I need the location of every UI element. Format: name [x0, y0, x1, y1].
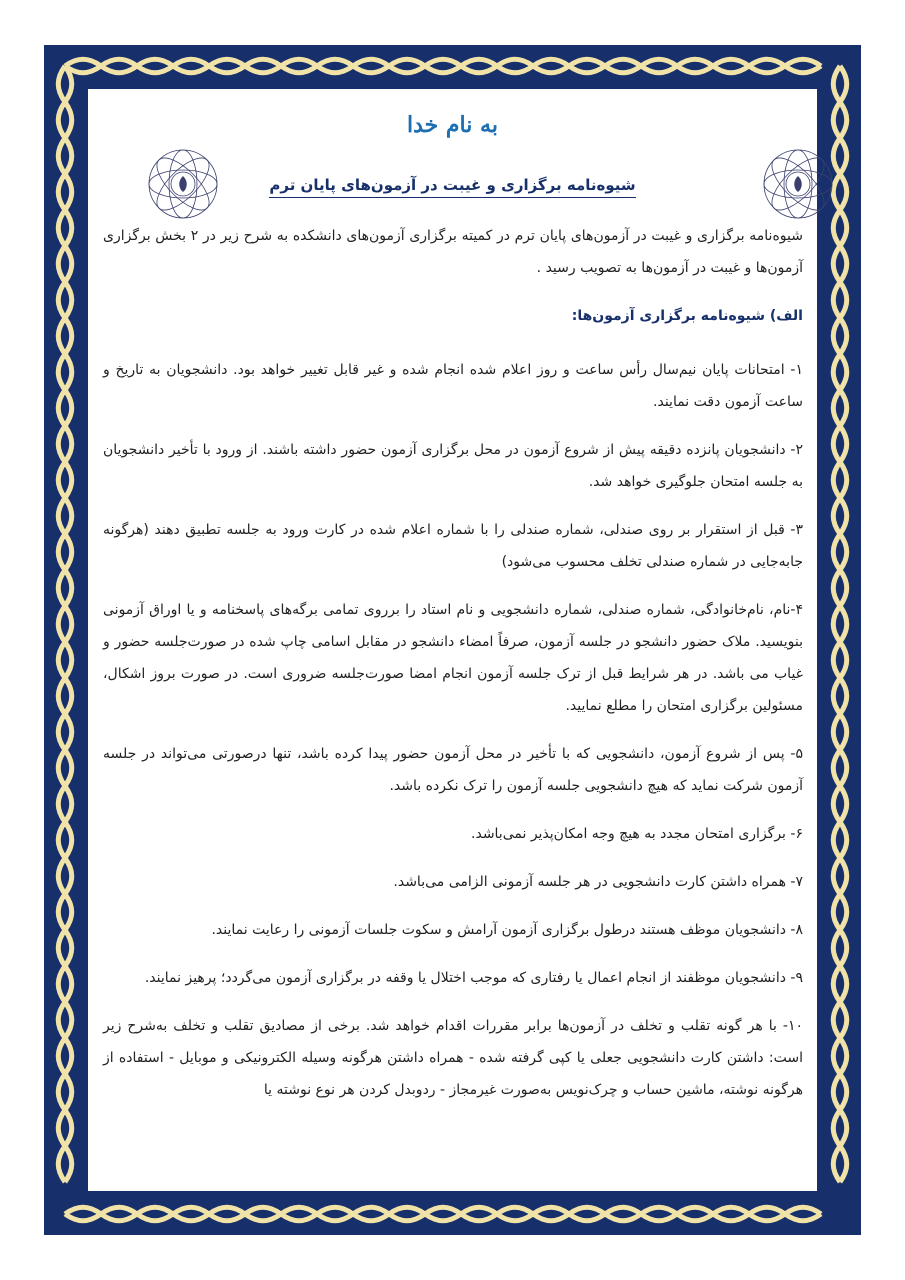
document-subtitle	[0, 176, 905, 194]
subtitle-text: شیوه‌نامه برگزاری و غیبت در آزمون‌های پایان ترم	[269, 176, 635, 198]
intro-paragraph: شیوه‌نامه برگزاری و غیبت در آزمون‌های پایان ترم در کمیته برگزاری آزمون‌های دانشکده به شرح زیر در ۲ بخش برگزاری آزمون‌ها و غیبت در آزمون‌ها به تصویب رسید .	[103, 228, 803, 276]
rule-item: ۴-نام، نام‌خانوادگی، شماره صندلی، شماره دانشجویی و نام استاد را برروی تمامی برگه‌های پاسخنامه و یا اوراق آزمونی بنویسید. ملاک حضور دانشجو در جلسه آزمون، صرفاً امضاء دانشجو در مقابل اسامی چاپ شده در صورت‌جلسه حضور و غیاب می باشد. در هر شرایط قبل از ترک جلسه آزمون انجام امضا صورت‌جلسه ضروری است. در صورت بروز اشکال، مسئولین برگزاری امتحان را مطلع نمایید.	[103, 602, 803, 714]
rule-item: ۹- دانشجویان موظفند از انجام اعمال یا رفتاری که موجب اختلال یا وقفه در برگزاری آزمون می‌گردد؛ پرهیز نمایند.	[144, 970, 803, 986]
rule-item: ۶- برگزاری امتحان مجدد به هیچ وجه امکان‌پذیر نمی‌باشد.	[471, 826, 803, 842]
rule-item: ۵- پس از شروع آزمون، دانشجویی که با تأخیر در محل آزمون حضور پیدا کرده باشد، تنها درصورتی می‌تواند در جلسه آزمون شرکت نماید که هیچ دانشجویی جلسه آزمون را ترک نکرده باشد.	[103, 746, 803, 794]
rule-item: ۷- همراه داشتن کارت دانشجویی در هر جلسه آزمونی الزامی می‌باشد.	[393, 874, 803, 890]
rule-item: ۱۰- با هر گونه تقلب و تخلف در آزمون‌ها برابر مقررات اقدام خواهد شد. برخی از مصادیق تقلب و تخلف به‌شرح زیر است: داشتن کارت دانشجویی جعلی یا کپی گرفته شده - همراه داشتن هرگونه وسیله الکترونیکی و موبایل - استفاده از هرگونه نوشته، ماشین حساب و چرک‌نویس به‌صورت غیرمجاز - ردوبدل کردن هر نوع نوشته یا	[103, 1018, 803, 1098]
rule-item: ۸- دانشجویان موظف هستند درطول برگزاری آزمون آرامش و سکوت جلسات آزمونی را رعایت نمایند.	[211, 922, 803, 938]
section-heading: الف) شیوه‌نامه برگزاری آزمون‌ها:	[571, 308, 803, 324]
document-body	[103, 220, 803, 1122]
rule-item: ۳- قبل از استقرار بر روی صندلی، شماره صندلی را با شماره اعلام شده در کارت ورود به جلسه تطبیق دهند (هرگونه جابه‌جایی در شماره صندلی تخلف محسوب می‌شود)	[103, 522, 803, 570]
rule-item: ۲- دانشجویان پانزده دقیقه پیش از شروع آزمون در محل برگزاری آزمون حضور داشته باشند. از ورود با تأخیر دانشجویان به جلسه امتحان جلوگیری خواهد شد.	[103, 442, 803, 490]
rule-item: ۱- امتحانات پایان نیم‌سال رأس ساعت و روز اعلام شده انجام شده و غیر قابل تغییر خواهد بود. دانشجویان به تاریخ و ساعت آزمون دقت نمایند.	[103, 362, 803, 410]
page-title: به نام خدا	[407, 112, 498, 138]
